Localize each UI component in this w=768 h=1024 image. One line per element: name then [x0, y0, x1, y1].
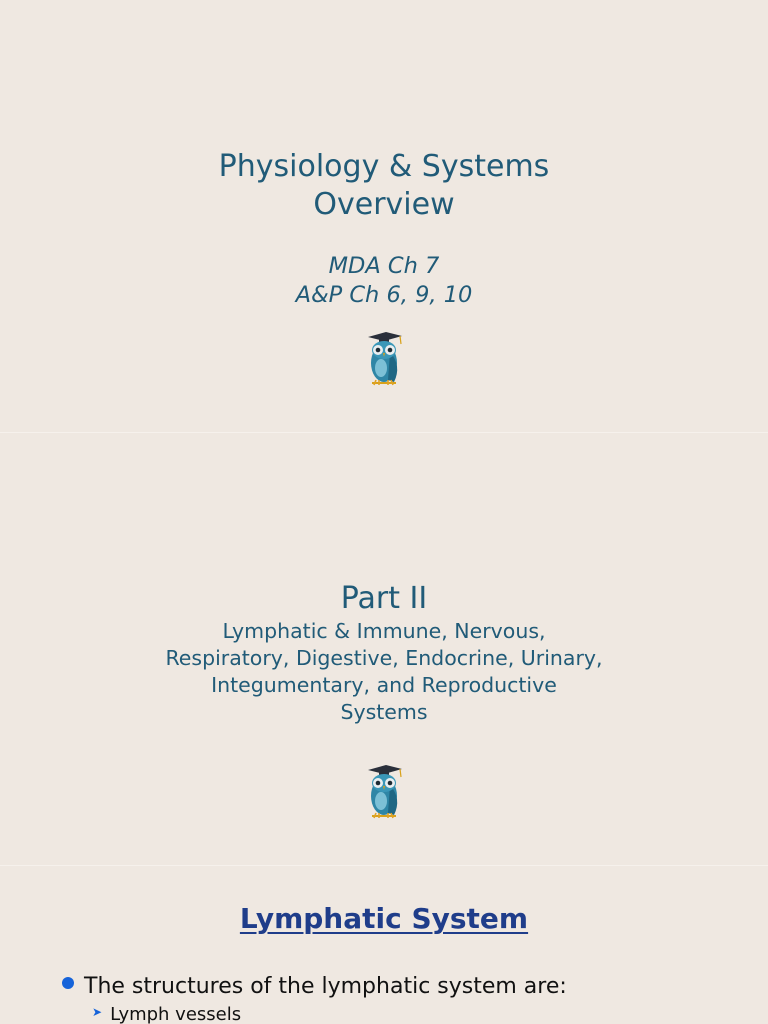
slide-title-heading [0, 148, 768, 224]
part-subtitle-line-3: Integumentary, and Reproductive [211, 673, 557, 697]
slide-part-two [0, 433, 768, 865]
arrow-bullet-icon: ➤ [92, 1004, 103, 1019]
sub-bullet-text: Lymph vessels [110, 1004, 242, 1024]
part-title: Part II [340, 581, 428, 616]
part-subtitle-line-4: Systems [340, 700, 428, 724]
part-subtitle [0, 618, 768, 726]
subtitle-line-2: A&P Ch 6, 9, 10 [295, 282, 473, 308]
title-line-1: Physiology & Systems [218, 149, 550, 184]
slide-title [0, 0, 768, 432]
owl-graduate-icon [364, 330, 404, 388]
part-subtitle-line-2: Respiratory, Digestive, Endocrine, Urinary, [165, 646, 603, 670]
title-line-2: Overview [313, 187, 455, 222]
lymphatic-heading [0, 902, 768, 935]
part-subtitle-line-1: Lymphatic & Immune, Nervous, [222, 619, 546, 643]
bullet-text: The structures of the lymphatic system are: [84, 974, 567, 999]
list-item [62, 974, 567, 999]
slide-title-subtitle [0, 252, 768, 310]
owl-graduate-icon [364, 763, 404, 821]
subtitle-line-1: MDA Ch 7 [328, 253, 440, 279]
lymphatic-heading-text: Lymphatic System [239, 902, 529, 935]
slide-lymphatic [0, 866, 768, 1024]
list-item [92, 1004, 241, 1024]
bullet-dot-icon [62, 977, 74, 989]
